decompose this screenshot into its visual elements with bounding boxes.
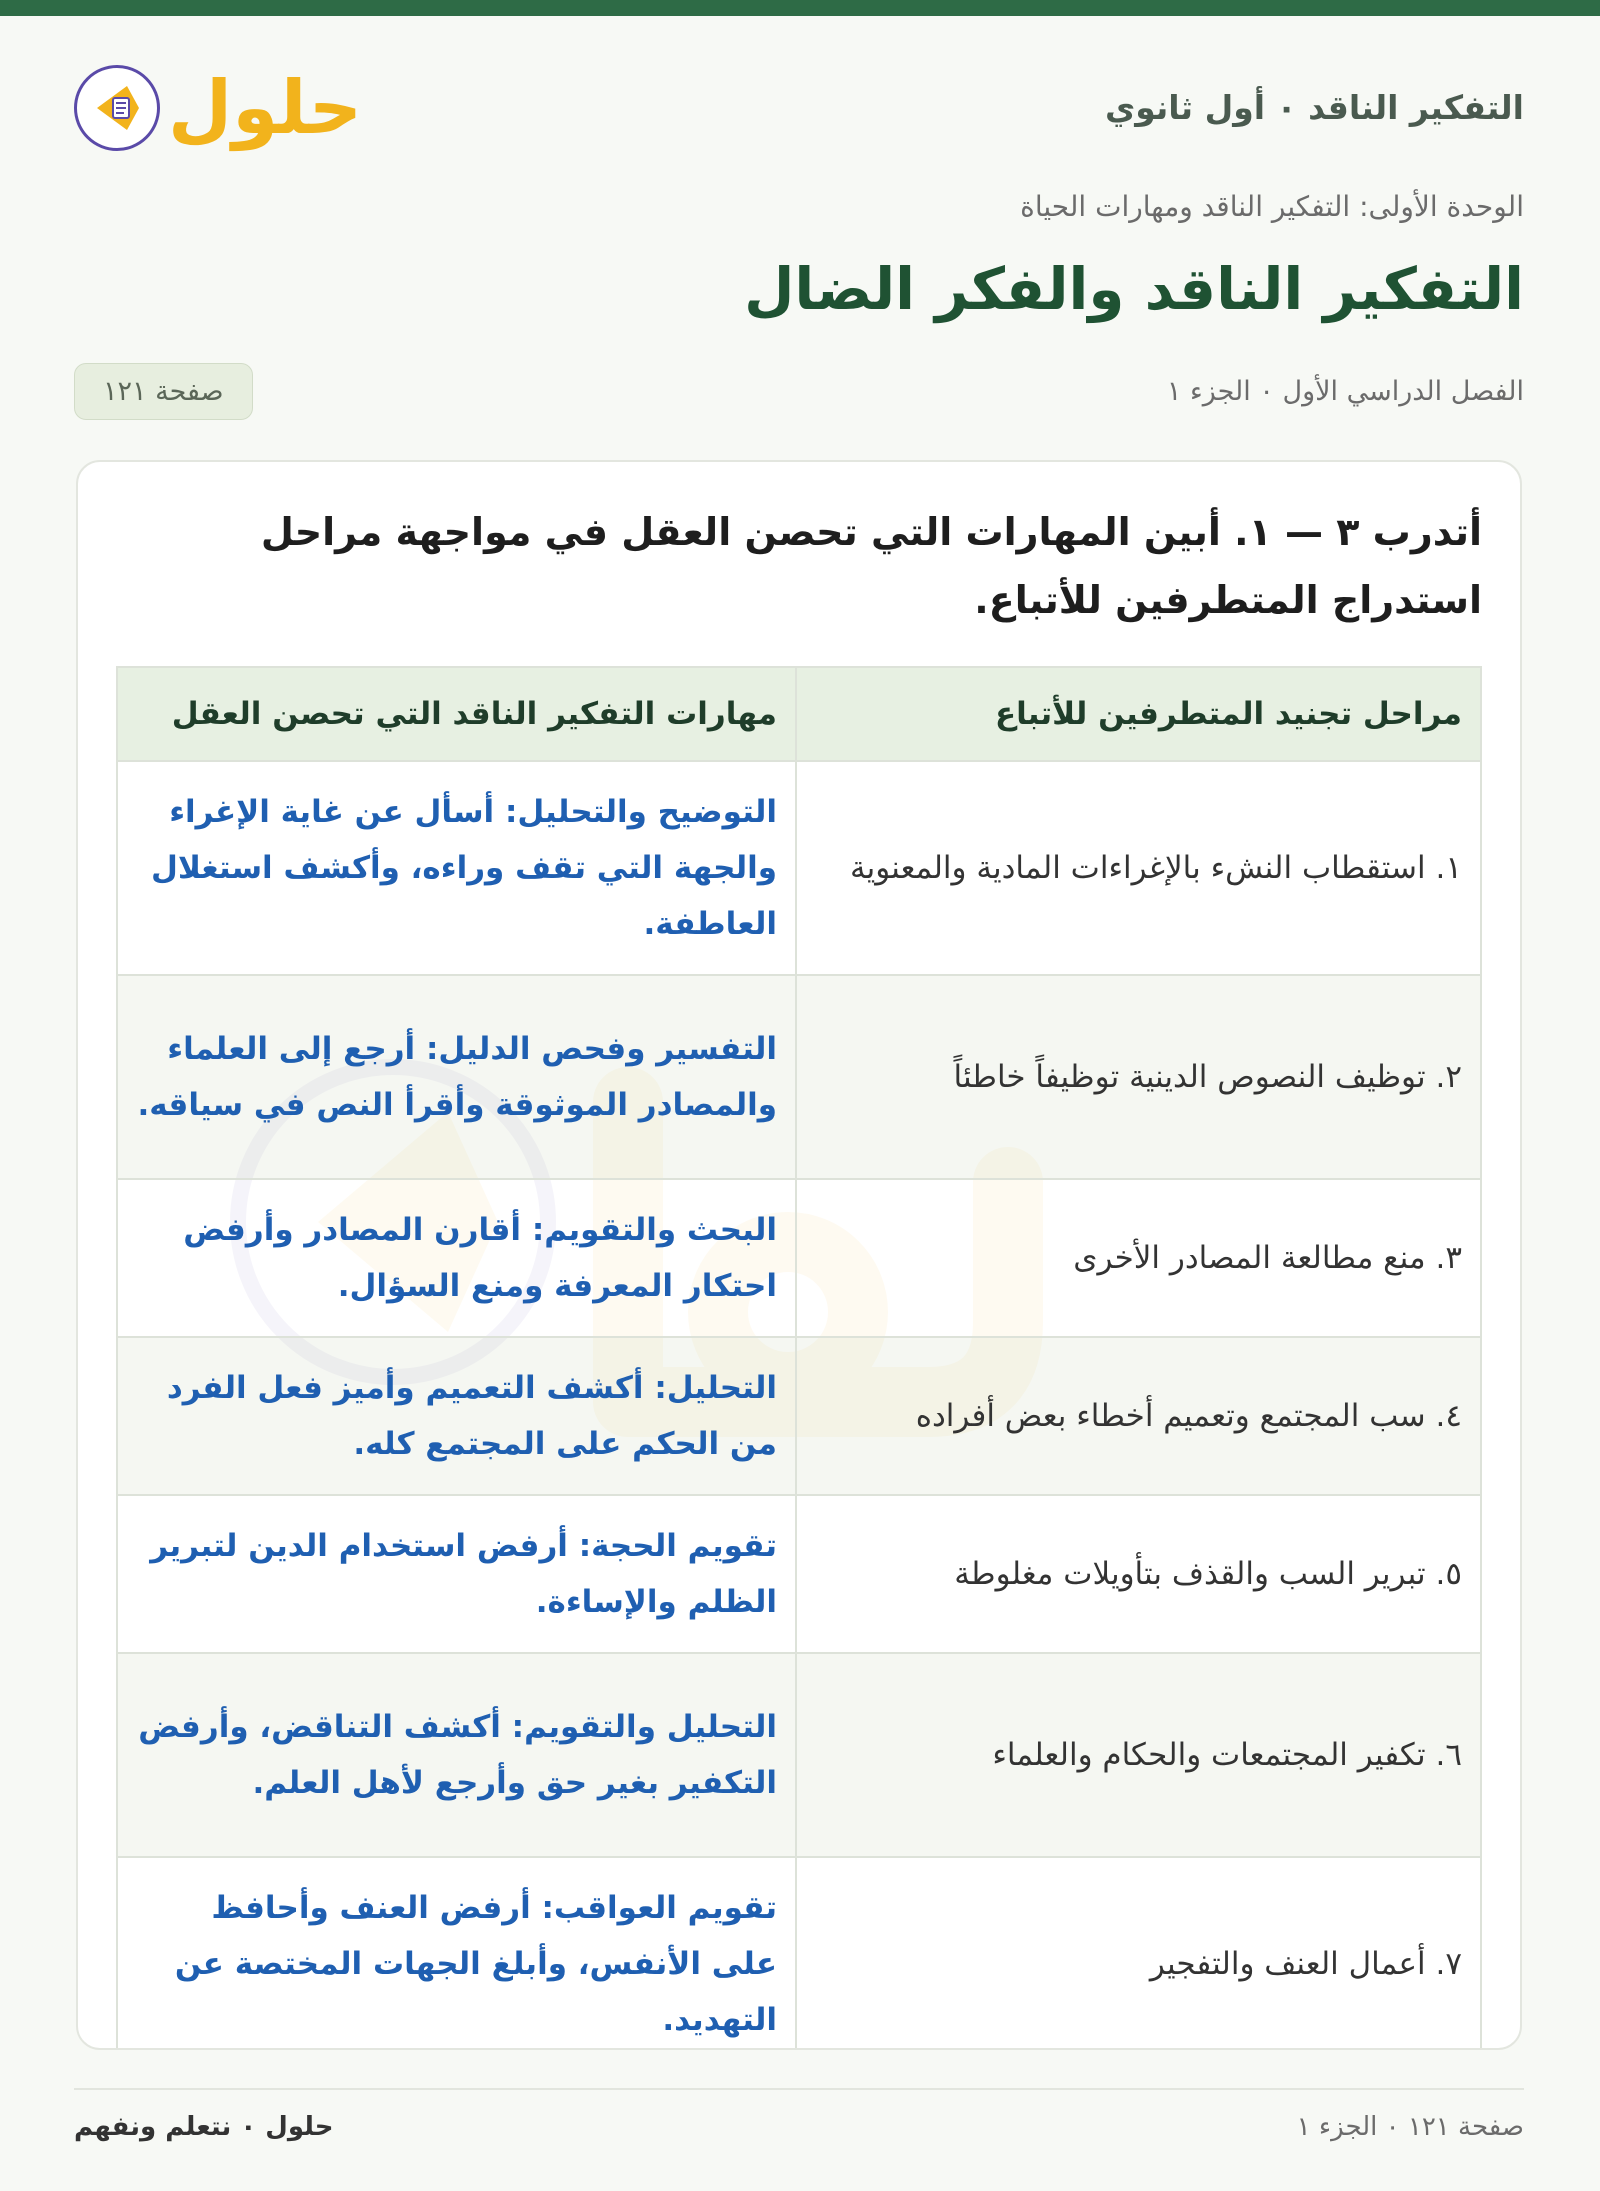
skill-cell: تقويم العواقب: أرفض العنف وأحافظ على الأنفس، وأبلغ الجهات المختصة عن التهديد.	[117, 1857, 796, 2050]
meta-row	[74, 358, 1524, 424]
unit-name: الوحدة الأولى: التفكير الناقد ومهارات الحياة	[1020, 190, 1524, 223]
footer-brand: حلول ٠ نتعلم ونفهم	[74, 2112, 334, 2142]
skill-cell: التحليل والتقويم: أكشف التناقض، وأرفض التكفير بغير حق وأرجع لأهل العلم.	[117, 1653, 796, 1857]
table-row	[117, 1653, 1481, 1857]
table-row	[117, 1495, 1481, 1653]
lesson-title: التفكير الناقد والفكر الضال	[744, 255, 1524, 323]
table-row	[117, 1179, 1481, 1337]
stage-cell: ٦. تكفير المجتمعات والحكام والعلماء	[796, 1653, 1481, 1857]
skill-cell: تقويم الحجة: أرفض استخدام الدين لتبرير الظلم والإساءة.	[117, 1495, 796, 1653]
footer-page-info: صفحة ١٢١ ٠ الجزء ١	[1296, 2112, 1524, 2142]
top-accent-bar	[0, 0, 1600, 16]
book-badge-icon	[74, 65, 160, 151]
footer-divider	[74, 2088, 1524, 2090]
skill-cell: التحليل: أكشف التعميم وأميز فعل الفرد من الحكم على المجتمع كله.	[117, 1337, 796, 1495]
stage-cell: ٥. تبرير السب والقذف بتأويلات مغلوطة	[796, 1495, 1481, 1653]
logo-text: حلول	[168, 64, 363, 151]
semester-info: الفصل الدراسي الأول ٠ الجزء ١	[1166, 375, 1524, 407]
stages-skills-table	[116, 666, 1482, 2050]
table-row	[117, 1857, 1481, 2050]
table-header-row	[117, 667, 1481, 761]
table-row	[117, 975, 1481, 1179]
stage-cell: ٢. توظيف النصوص الدينية توظيفاً خاطئاً	[796, 975, 1481, 1179]
page-badge: صفحة ١٢١	[74, 363, 253, 420]
table-row	[117, 761, 1481, 975]
page-footer	[74, 2112, 1524, 2142]
skill-cell: التوضيح والتحليل: أسأل عن غاية الإغراء والجهة التي تقف وراءه، وأكشف استغلال العاطفة.	[117, 761, 796, 975]
subject-title: التفكير الناقد ٠ أول ثانوي	[1104, 88, 1524, 127]
stage-cell: ٧. أعمال العنف والتفجير	[796, 1857, 1481, 2050]
table-row	[117, 1337, 1481, 1495]
brand-logo[interactable]	[74, 65, 362, 151]
skill-cell: البحث والتقويم: أقارن المصادر وأرفض احتكار المعرفة ومنع السؤال.	[117, 1179, 796, 1337]
stage-cell: ٣. منع مطالعة المصادر الأخرى	[796, 1179, 1481, 1337]
header-stages: مراحل تجنيد المتطرفين للأتباع	[796, 667, 1481, 761]
skill-cell: التفسير وفحص الدليل: أرجع إلى العلماء والمصادر الموثوقة وأقرأ النص في سياقه.	[117, 975, 796, 1179]
exercise-card	[76, 460, 1522, 2050]
page-header	[74, 40, 1524, 175]
stage-cell: ٤. سب المجتمع وتعميم أخطاء بعض أفراده	[796, 1337, 1481, 1495]
exercise-question: أتدرب ٣ — ١. أبين المهارات التي تحصن العقل في مواجهة مراحل استدراج المتطرفين للأتباع.	[260, 510, 1482, 622]
stage-cell: ١. استقطاب النشء بالإغراءات المادية والمعنوية	[796, 761, 1481, 975]
header-skills: مهارات التفكير الناقد التي تحصن العقل	[117, 667, 796, 761]
